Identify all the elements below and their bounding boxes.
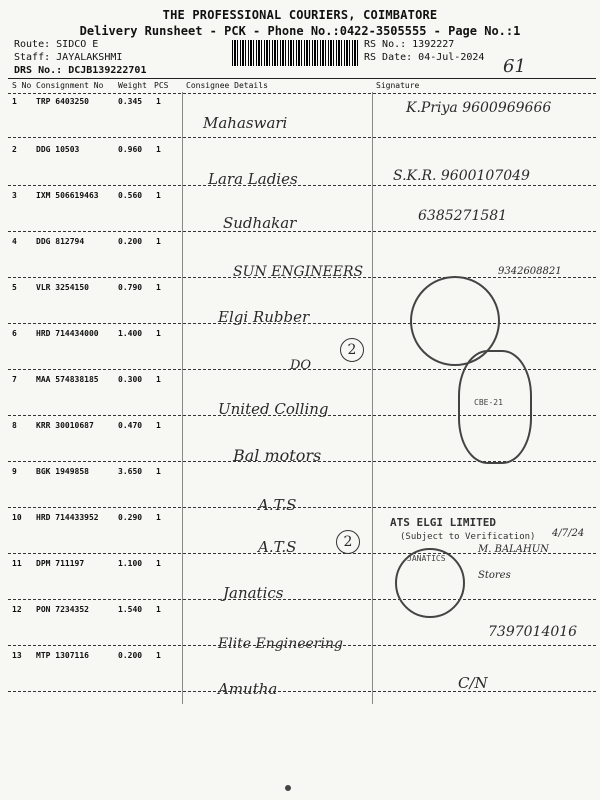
row-signature: Stores xyxy=(478,570,511,581)
col-sno: S No xyxy=(12,81,32,90)
row-consignment: IXM 506619463 xyxy=(36,191,99,200)
row-weight: 0.200 xyxy=(118,651,143,660)
row-consignment: DPM 711197 xyxy=(36,559,85,568)
row-signature: C/N xyxy=(458,674,488,692)
meta-left xyxy=(14,38,146,77)
row-consignment: HRD 714434000 xyxy=(36,329,99,338)
row-consignment: DDG 812794 xyxy=(36,237,85,246)
col-consignment: Consignment No xyxy=(36,81,104,90)
row-consignee: Lara Ladies xyxy=(208,170,298,188)
row-pcs: 1 xyxy=(156,651,161,660)
row-pcs: 1 xyxy=(156,145,161,154)
staff-label: Staff: xyxy=(14,52,51,63)
row-sno: 6 xyxy=(12,329,17,338)
row-weight: 0.290 xyxy=(118,513,143,522)
row-sno: 1 xyxy=(12,97,17,106)
row-consignment: VLR 3254150 xyxy=(36,283,89,292)
col-consignee: Consignee Details xyxy=(186,81,268,90)
cbe-stamp-text: CBE-21 xyxy=(474,398,503,407)
row-consignee: DO xyxy=(290,358,312,373)
row-consignment: MAA 574838185 xyxy=(36,375,99,384)
row-weight: 0.960 xyxy=(118,145,143,154)
ats-stamp-date: 4/7/24 xyxy=(552,528,585,539)
row-weight: 1.100 xyxy=(118,559,143,568)
row-weight: 0.300 xyxy=(118,375,143,384)
row-weight: 0.470 xyxy=(118,421,143,430)
row-pcs: 1 xyxy=(156,605,161,614)
row-signature: M. BALAHUN xyxy=(478,544,549,555)
table-row xyxy=(8,508,596,554)
table-row xyxy=(8,600,596,652)
table-row xyxy=(8,554,596,600)
row-weight: 1.540 xyxy=(118,605,143,614)
row-weight: 0.560 xyxy=(118,191,143,200)
row-sno: 8 xyxy=(12,421,17,430)
row-sno: 2 xyxy=(12,145,17,154)
document-subtitle: Delivery Runsheet - PCK - Phone No.:0422-3505555 - Page No.:1 xyxy=(79,24,521,38)
barcode xyxy=(232,40,358,66)
row-pcs: 1 xyxy=(156,559,161,568)
row-sno: 9 xyxy=(12,467,17,476)
row-consignee: Janatics xyxy=(223,584,284,602)
row-sno: 13 xyxy=(12,651,22,660)
row-consignment: DDG 10503 xyxy=(36,145,80,154)
table-row xyxy=(8,140,596,186)
row-consignee: United Colling xyxy=(218,400,329,418)
circled-number: 2 xyxy=(340,338,364,362)
row-consignee: Sudhakar xyxy=(223,214,297,232)
row-pcs: 1 xyxy=(156,237,161,246)
row-consignee: Elite Engineering xyxy=(218,636,343,652)
row-consignment: MTP 1307116 xyxy=(36,651,89,660)
document-title: THE PROFESSIONAL COURIERS, COIMBATORE xyxy=(162,8,438,22)
row-sno: 11 xyxy=(12,559,22,568)
meta-right xyxy=(364,38,484,64)
row-divider xyxy=(8,691,596,692)
ats-stamp-subtitle: (Subject to Verification) xyxy=(400,532,536,542)
table-row xyxy=(8,232,596,278)
row-weight: 0.790 xyxy=(118,283,143,292)
row-sno: 5 xyxy=(12,283,17,292)
row-pcs: 1 xyxy=(156,283,161,292)
drs-value: DCJB139222701 xyxy=(68,65,147,76)
janatics-stamp xyxy=(395,548,465,618)
row-sno: 3 xyxy=(12,191,17,200)
row-sno: 10 xyxy=(12,513,22,522)
drs-label: DRS No.: xyxy=(14,65,63,76)
row-consignment: BGK 1949858 xyxy=(36,467,89,476)
row-consignment: KRR 30010687 xyxy=(36,421,94,430)
row-weight: 0.200 xyxy=(118,237,143,246)
cooling-systems-stamp xyxy=(458,350,532,464)
row-pcs: 1 xyxy=(156,97,161,106)
route-label: Route: xyxy=(14,39,51,50)
row-weight: 3.650 xyxy=(118,467,143,476)
col-weight: Weight xyxy=(118,81,147,90)
row-signature: K.Priya 9600969666 xyxy=(406,100,552,116)
row-sno: 12 xyxy=(12,605,22,614)
row-weight: 1.400 xyxy=(118,329,143,338)
row-consignee: A.T.S xyxy=(258,538,297,556)
col-signature: Signature xyxy=(376,81,420,90)
table-row xyxy=(8,278,596,324)
row-consignee: SUN ENGINEERS xyxy=(233,264,364,280)
row-sno: 7 xyxy=(12,375,17,384)
row-consignee: Amutha xyxy=(218,680,278,698)
row-divider xyxy=(8,137,596,138)
scan-mark xyxy=(285,785,291,791)
row-consignee: A.T.S xyxy=(258,496,297,514)
handwritten-count: 61 xyxy=(503,56,526,77)
row-signature: S.K.R. 9600107049 xyxy=(393,168,530,184)
row-signature: 7397014016 xyxy=(488,624,578,640)
ats-stamp-title: ATS ELGI LIMITED xyxy=(390,516,496,529)
col-pcs: PCS xyxy=(154,81,169,90)
table-row xyxy=(8,186,596,232)
row-pcs: 1 xyxy=(156,513,161,522)
route-value: SIDCO E xyxy=(56,39,99,50)
rs-number: RS No.: 1392227 xyxy=(364,39,455,50)
circled-number: 2 xyxy=(336,530,360,554)
table-row xyxy=(8,462,596,514)
row-pcs: 1 xyxy=(156,467,161,476)
table-row xyxy=(8,92,596,138)
row-consignee: Mahaswari xyxy=(203,114,288,132)
row-weight: 0.345 xyxy=(118,97,143,106)
staff-value: JAYALAKSHMI xyxy=(56,52,123,63)
row-pcs: 1 xyxy=(156,375,161,384)
row-signature: 9342608821 xyxy=(498,266,562,277)
janatics-stamp-text: JANATICS xyxy=(407,554,446,563)
row-pcs: 1 xyxy=(156,421,161,430)
row-signature: 6385271581 xyxy=(418,208,508,224)
row-consignment: HRD 714433952 xyxy=(36,513,99,522)
row-pcs: 1 xyxy=(156,191,161,200)
row-consignment: TRP 6403250 xyxy=(36,97,89,106)
rs-date: RS Date: 04-Jul-2024 xyxy=(364,52,485,63)
row-consignee: Elgi Rubber xyxy=(218,308,310,326)
row-consignment: PON 7234352 xyxy=(36,605,89,614)
row-sno: 4 xyxy=(12,237,17,246)
row-consignee: Bal motors xyxy=(233,446,322,465)
row-pcs: 1 xyxy=(156,329,161,338)
table-row xyxy=(8,646,596,698)
